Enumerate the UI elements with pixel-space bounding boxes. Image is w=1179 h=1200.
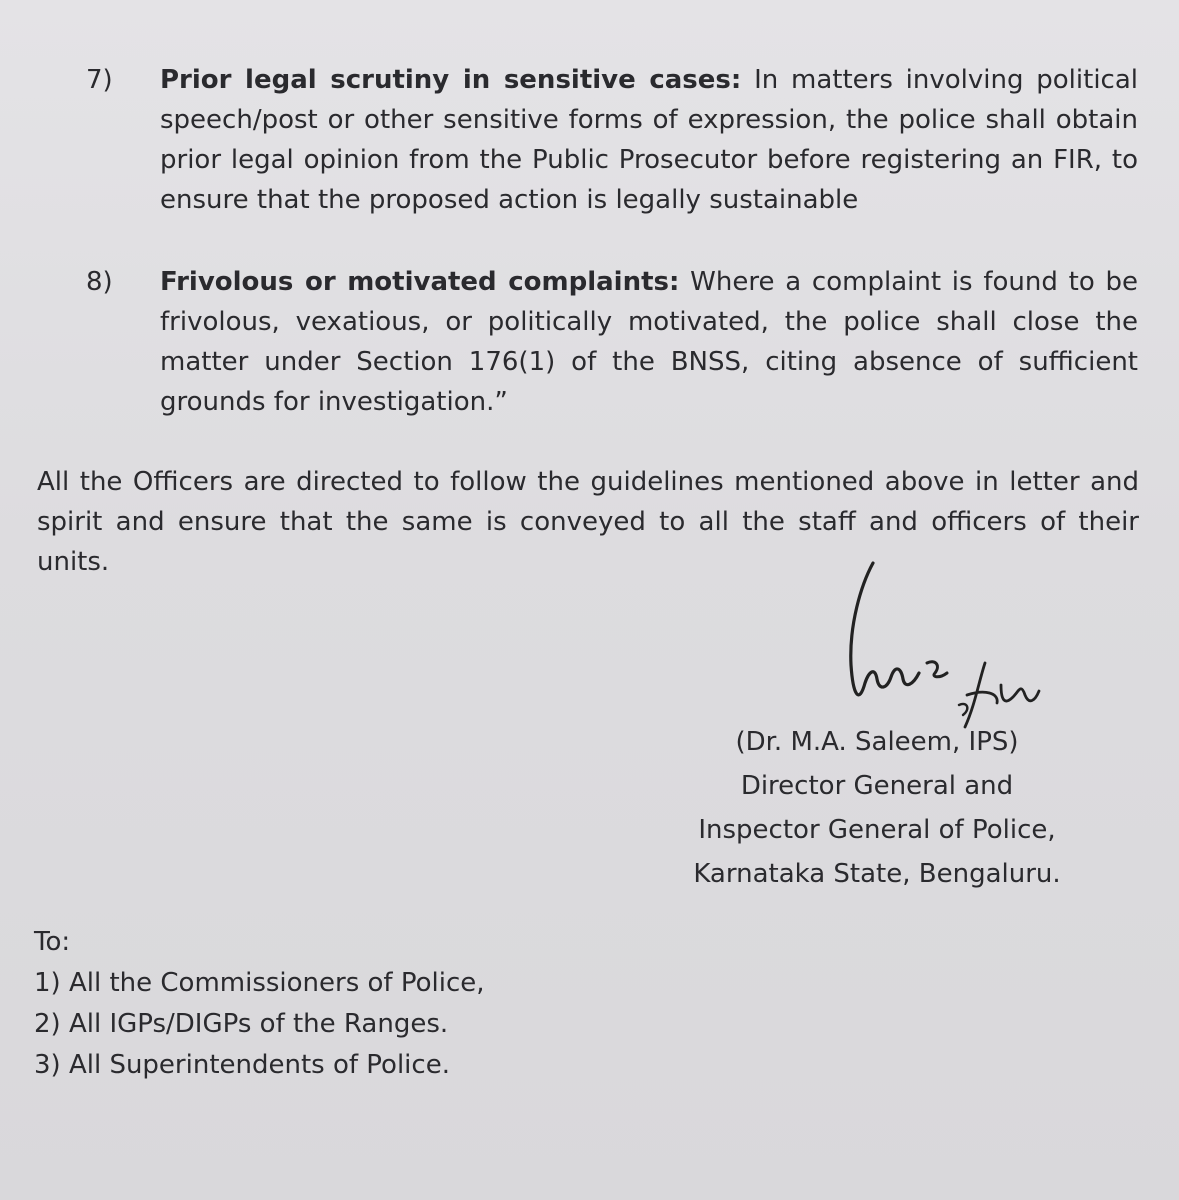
item-8-heading: Frivolous or motivated complaints: [160, 267, 680, 297]
recipient-item: 2) All IGPs/DIGPs of the Ranges. [34, 1009, 449, 1039]
directive-paragraph: All the Officers are directed to follow the guidelines mentioned above in letter and spirit and ensure that the same is conveyed to all the staff and officers of their units. [37, 467, 1139, 577]
item-7-paragraph [160, 60, 1138, 220]
signatory-name: (Dr. M.A. Saleem, IPS) [735, 727, 1019, 757]
item-8-paragraph [160, 262, 1138, 422]
item-7-heading: Prior legal scrutiny in sensitive cases: [160, 65, 742, 95]
recipient-item: 3) All Superintendents of Police. [34, 1050, 450, 1080]
signatory-block [692, 722, 1062, 894]
item-7-number: 7) [86, 65, 113, 95]
item-8-number: 8) [86, 267, 113, 297]
item-7-body: In matters involving political speech/post or other sensitive forms of expression, the police shall obtain prior legal opinion from the Public Prosecutor before registering an FIR, to ensure that the proposed action is legally sustainable [160, 65, 1138, 215]
signatory-title-line3: Karnataka State, Bengaluru. [693, 859, 1061, 889]
signatory-title-line1: Director General and [740, 771, 1014, 801]
recipients-block [34, 922, 485, 1086]
recipient-item: 1) All the Commissioners of Police, [34, 968, 485, 998]
signatory-title-line2: Inspector General of Police, [698, 815, 1056, 845]
recipients-label: To: [34, 927, 71, 957]
item-8-body: Where a complaint is found to be frivolous, vexatious, or politically motivated, the police shall close the matter under Section 176(1) of the BNSS, citing absence of sufficient grounds for investigation.” [160, 267, 1138, 417]
